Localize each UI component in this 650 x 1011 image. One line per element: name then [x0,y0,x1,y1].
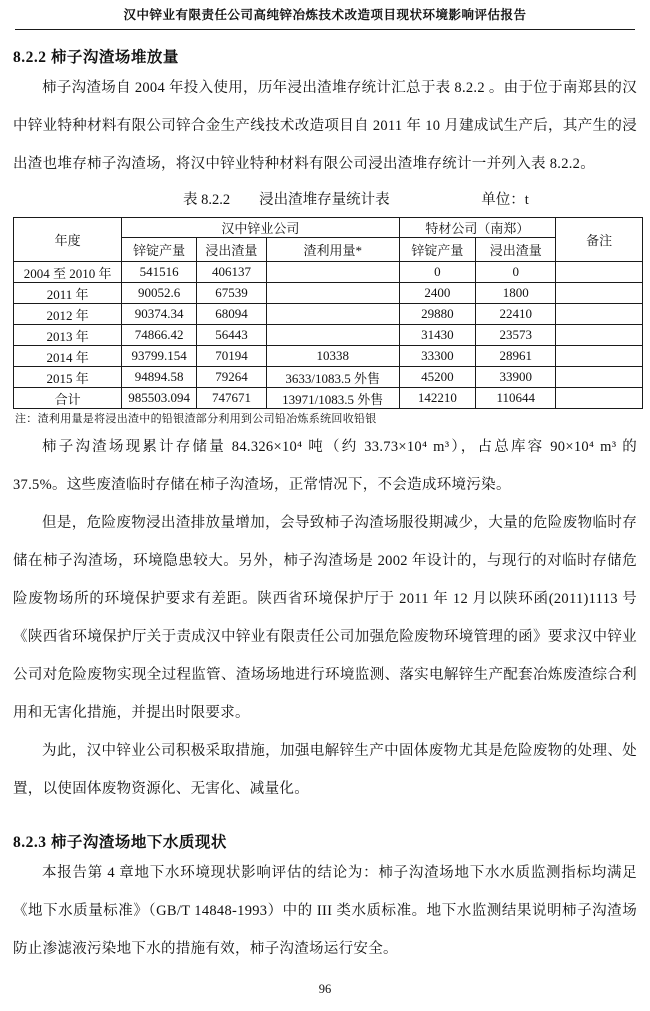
table-cell [266,325,399,346]
table-header [14,218,643,262]
table-cell: 56443 [197,325,267,346]
table-cell: 90052.6 [122,283,197,304]
table-cell: 79264 [197,367,267,388]
running-header: 汉中锌业有限责任公司高纯锌冶炼技术改造项目现状环境影响评估报告 [15,5,635,30]
table-cell: 70194 [197,346,267,367]
table-cell [266,283,399,304]
table-cell: 2015 年 [14,367,122,388]
table-cell: 2400 [399,283,476,304]
table-cell: 0 [476,262,556,283]
table-cell: 68094 [197,304,267,325]
col-header-leach-residue-2: 浸出渣量 [476,238,556,262]
table-cell [556,325,643,346]
section-heading-823: 8.2.3 柿子沟渣场地下水质现状 [13,834,227,851]
table-cell [556,367,643,388]
table-row [14,325,643,346]
page-number: 96 [318,982,332,996]
table-cell [266,304,399,325]
table-cell: 28961 [476,346,556,367]
table-row [14,367,643,388]
table-row [14,346,643,367]
table-cell: 33300 [399,346,476,367]
table-cell: 31430 [399,325,476,346]
table-cell: 90374.34 [122,304,197,325]
table-cell: 合计 [14,388,122,409]
paragraph-822-1: 柿子沟渣场自 2004 年投入使用，历年浸出渣堆存统计汇总于表 8.2.2 。由于位于南郑县的汉中锌业特种材料有限公司锌合金生产线技术改造项目自 2011 年 10 月建成试生产后，其产生的浸出渣也堆存柿子沟渣场，将汉中锌业特种材料有限公司浸出渣堆存统计一并列入表 8.2.2。 [13,80,637,172]
col-header-leach-residue-1: 浸出渣量 [197,238,267,262]
table-cell: 2011 年 [14,283,122,304]
table-cell: 747671 [197,388,267,409]
table-cell: 142210 [399,388,476,409]
table-cell: 93799.154 [122,346,197,367]
table-cell: 45200 [399,367,476,388]
col-header-zinc-output-2: 锌锭产量 [399,238,476,262]
leach-residue-table [13,217,643,409]
table-cell: 541516 [122,262,197,283]
paragraph-822-2: 柿子沟渣场现累计存储量 84.326×10⁴ 吨（约 33.73×10⁴ m³），占总库容 90×10⁴ m³ 的 37.5%。这些废渣临时存储在柿子沟渣场，正常情况下，不会造成环境污染。 [13,439,637,493]
table-cell: 110644 [476,388,556,409]
table-header-row-groups [14,218,643,238]
table-cell: 2004 至 2010 年 [14,262,122,283]
table-cell: 29880 [399,304,476,325]
col-group-hanzhong-zinc: 汉中锌业公司 [122,218,399,238]
col-header-residue-utilized: 渣利用量* [266,238,399,262]
table-body [14,262,643,409]
table-footnote: 注：渣利用量是将浸出渣中的铅银渣部分利用到公司铅冶炼系统回收铅银 [15,413,377,425]
table-cell: 1800 [476,283,556,304]
table-cell: 985503.094 [122,388,197,409]
table-unit-label: 单位：t [481,192,529,208]
table-cell: 10338 [266,346,399,367]
table-cell: 94894.58 [122,367,197,388]
table-cell [556,283,643,304]
table-row [14,262,643,283]
table-cell [266,262,399,283]
table-cell [556,262,643,283]
paragraph-823-1: 本报告第 4 章地下水环境现状影响评估的结论为：柿子沟渣场地下水水质监测指标均满足《地下水质量标准》（GB/T 14848-1993）中的 III 类水质标准。地下水监测结果说明柿子沟渣场防止渗滤液污染地下水的措施有效，柿子沟渣场运行安全。 [13,865,637,957]
table-cell: 33900 [476,367,556,388]
table-row [14,388,643,409]
table-cell [556,346,643,367]
table-cell [556,304,643,325]
paragraph-822-3: 但是，危险废物浸出渣排放量增加，会导致柿子沟渣场服役期减少，大量的危险废物临时存储在柿子沟渣场，环境隐患较大。另外，柿子沟渣场是 2002 年设计的，与现行的对临时存储危险废物场所的环境保护要求有差距。陕西省环境保护厅于 2011 年 12 月以陕环函(2011)1113 号《陕西省环境保护厅关于责成汉中锌业有限责任公司加强危险废物环境管理的函》要求汉中锌业公司对危险废物实现全过程监管、渣场场地进行环境监测、落实电解锌生产配套冶炼废渣综合利用和无害化措施，并提出时限要求。 [13,515,637,721]
table-cell: 67539 [197,283,267,304]
table-row [14,304,643,325]
table-cell: 13971/1083.5 外售 [266,388,399,409]
table-cell: 2012 年 [14,304,122,325]
paragraph-822-4: 为此，汉中锌业公司积极采取措施，加强电解锌生产中固体废物尤其是危险废物的处理、处置，以使固体废物资源化、无害化、减量化。 [13,743,637,797]
col-header-remark: 备注 [556,218,643,262]
table-cell: 74866.42 [122,325,197,346]
table-cell [556,388,643,409]
col-group-special-materials: 特材公司（南郑） [399,218,556,238]
table-cell: 2013 年 [14,325,122,346]
col-header-year: 年度 [14,218,122,262]
col-header-zinc-output-1: 锌锭产量 [122,238,197,262]
table-cell: 22410 [476,304,556,325]
table-cell: 2014 年 [14,346,122,367]
table-caption: 表 8.2.2 浸出渣堆存量统计表 [183,192,390,208]
table-caption-row [13,185,637,215]
section-heading-822: 8.2.2 柿子沟渣场堆放量 [13,49,179,66]
table-cell: 23573 [476,325,556,346]
table-cell: 406137 [197,262,267,283]
table-cell: 3633/1083.5 外售 [266,367,399,388]
table-row [14,283,643,304]
table-cell: 0 [399,262,476,283]
